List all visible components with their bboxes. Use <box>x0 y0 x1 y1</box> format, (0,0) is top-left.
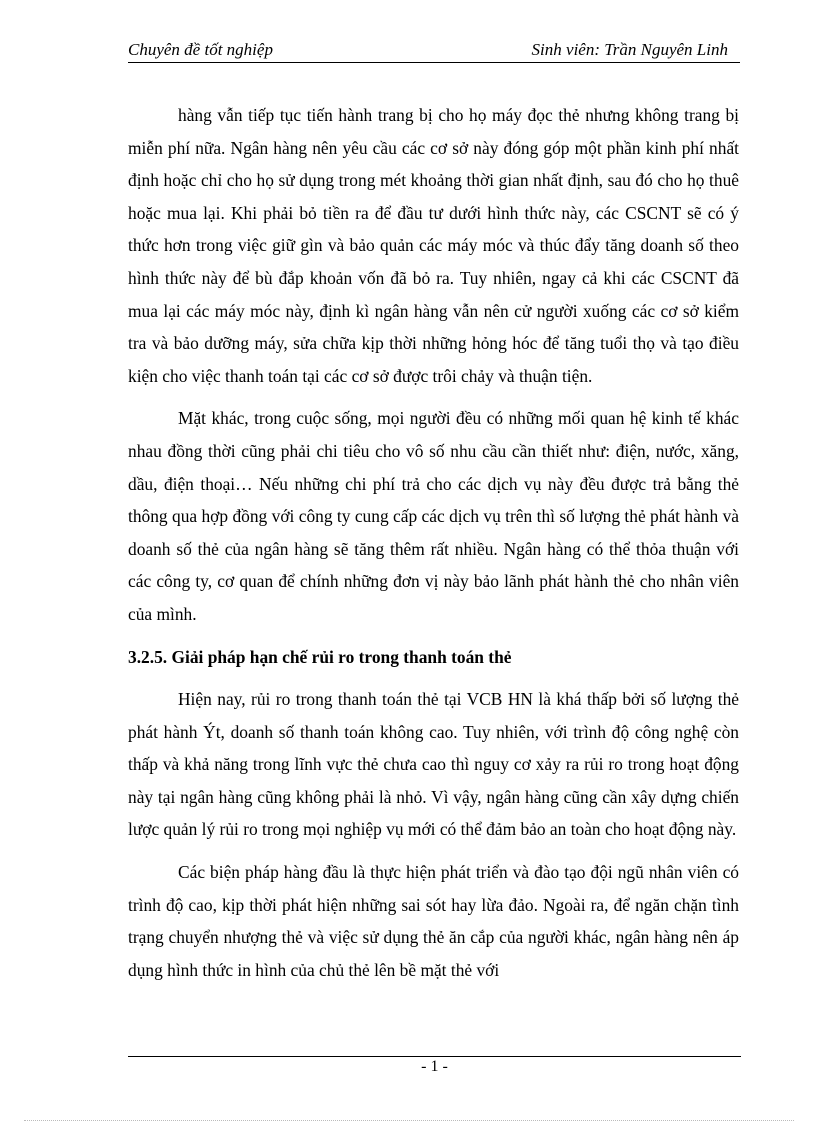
header-student-name: Sinh viên: Trần Nguyên Linh <box>531 40 728 59</box>
footer-divider <box>128 1056 741 1057</box>
page-number: - 1 - <box>421 1058 448 1075</box>
body-paragraph: Mặt khác, trong cuộc sống, mọi người đều có những mối quan hệ kinh tế khác nhau đồng thời cũng phải chi tiêu cho vô số nhu cầu cần thiết như: điện, nước, xăng, dầu, điện thoại… Nếu những chi phí trả cho các dịch vụ này đều được trả bằng thẻ thông qua hợp đồng với công ty cung cấp các dịch vụ trên thì số lượng thẻ phát hành và doanh số thẻ của ngân hàng sẽ tăng thêm rất nhiều. Ngân hàng có thể thỏa thuận với các công ty, cơ quan để chính những đơn vị này bảo lãnh phát hành thẻ cho nhân viên của mình. <box>128 408 739 624</box>
body-paragraph: Hiện nay, rủi ro trong thanh toán thẻ tại VCB HN là khá thấp bởi số lượng thẻ phát hành Ýt, doanh số thanh toán không cao. Tuy nhiên, với trình độ công nghệ còn thấp và khả năng trong lĩnh vực thẻ chưa cao thì nguy cơ xảy ra rủi ro trong hoạt động này tại ngân hàng cũng không phải là nhỏ. Vì vậy, ngân hàng cũng cần xây dựng chiến lược quản lý rủi ro trong mọi nghiệp vụ mới có thể đảm bảo an toàn cho hoạt động này. <box>128 689 739 840</box>
header-document-title: Chuyên đề tốt nghiệp <box>128 40 273 59</box>
body-paragraph: Các biện pháp hàng đầu là thực hiện phát triển và đào tạo đội ngũ nhân viên có trình độ cao, kịp thời phát hiện những sai sót hay lừa đảo. Ngoài ra, để ngăn chặn tình trạng chuyển nhượng thẻ và việc sử dụng thẻ ăn cắp của người khác, ngân hàng nên áp dụng hình thức in hình của chủ thẻ lên bề mặt thẻ với <box>128 862 739 980</box>
page-header <box>128 38 740 63</box>
page-bottom-border <box>24 1120 794 1121</box>
document-body <box>128 99 739 996</box>
section-heading: 3.2.5. Giải pháp hạn chế rủi ro trong thanh toán thẻ <box>128 646 512 667</box>
body-paragraph: hàng vẫn tiếp tục tiến hành trang bị cho họ máy đọc thẻ nhưng không trang bị miễn phí nữa. Ngân hàng nên yêu cầu các cơ sở này đóng góp một phần kinh phí nhất định hoặc chỉ cho họ sử dụng trong mét khoảng thời gian nhất định, sau đó cho họ thuê hoặc mua lại. Khi phải bỏ tiền ra để đầu tư dưới hình thức này, các CSCNT sẽ có ý thức hơn trong việc giữ gìn và bảo quản các máy móc và thúc đẩy tăng doanh số theo hình thức này để bù đắp khoản vốn đã bỏ ra. Tuy nhiên, ngay cả khi các CSCNT đã mua lại các máy móc này, định kì ngân hàng vẫn nên cử người xuống các cơ sở kiểm tra và bảo dưỡng máy, sửa chữa kịp thời những hỏng hóc để tăng tuổi thọ và tạo điều kiện cho việc thanh toán tại các cơ sở được trôi chảy và thuận tiện. <box>128 105 739 386</box>
